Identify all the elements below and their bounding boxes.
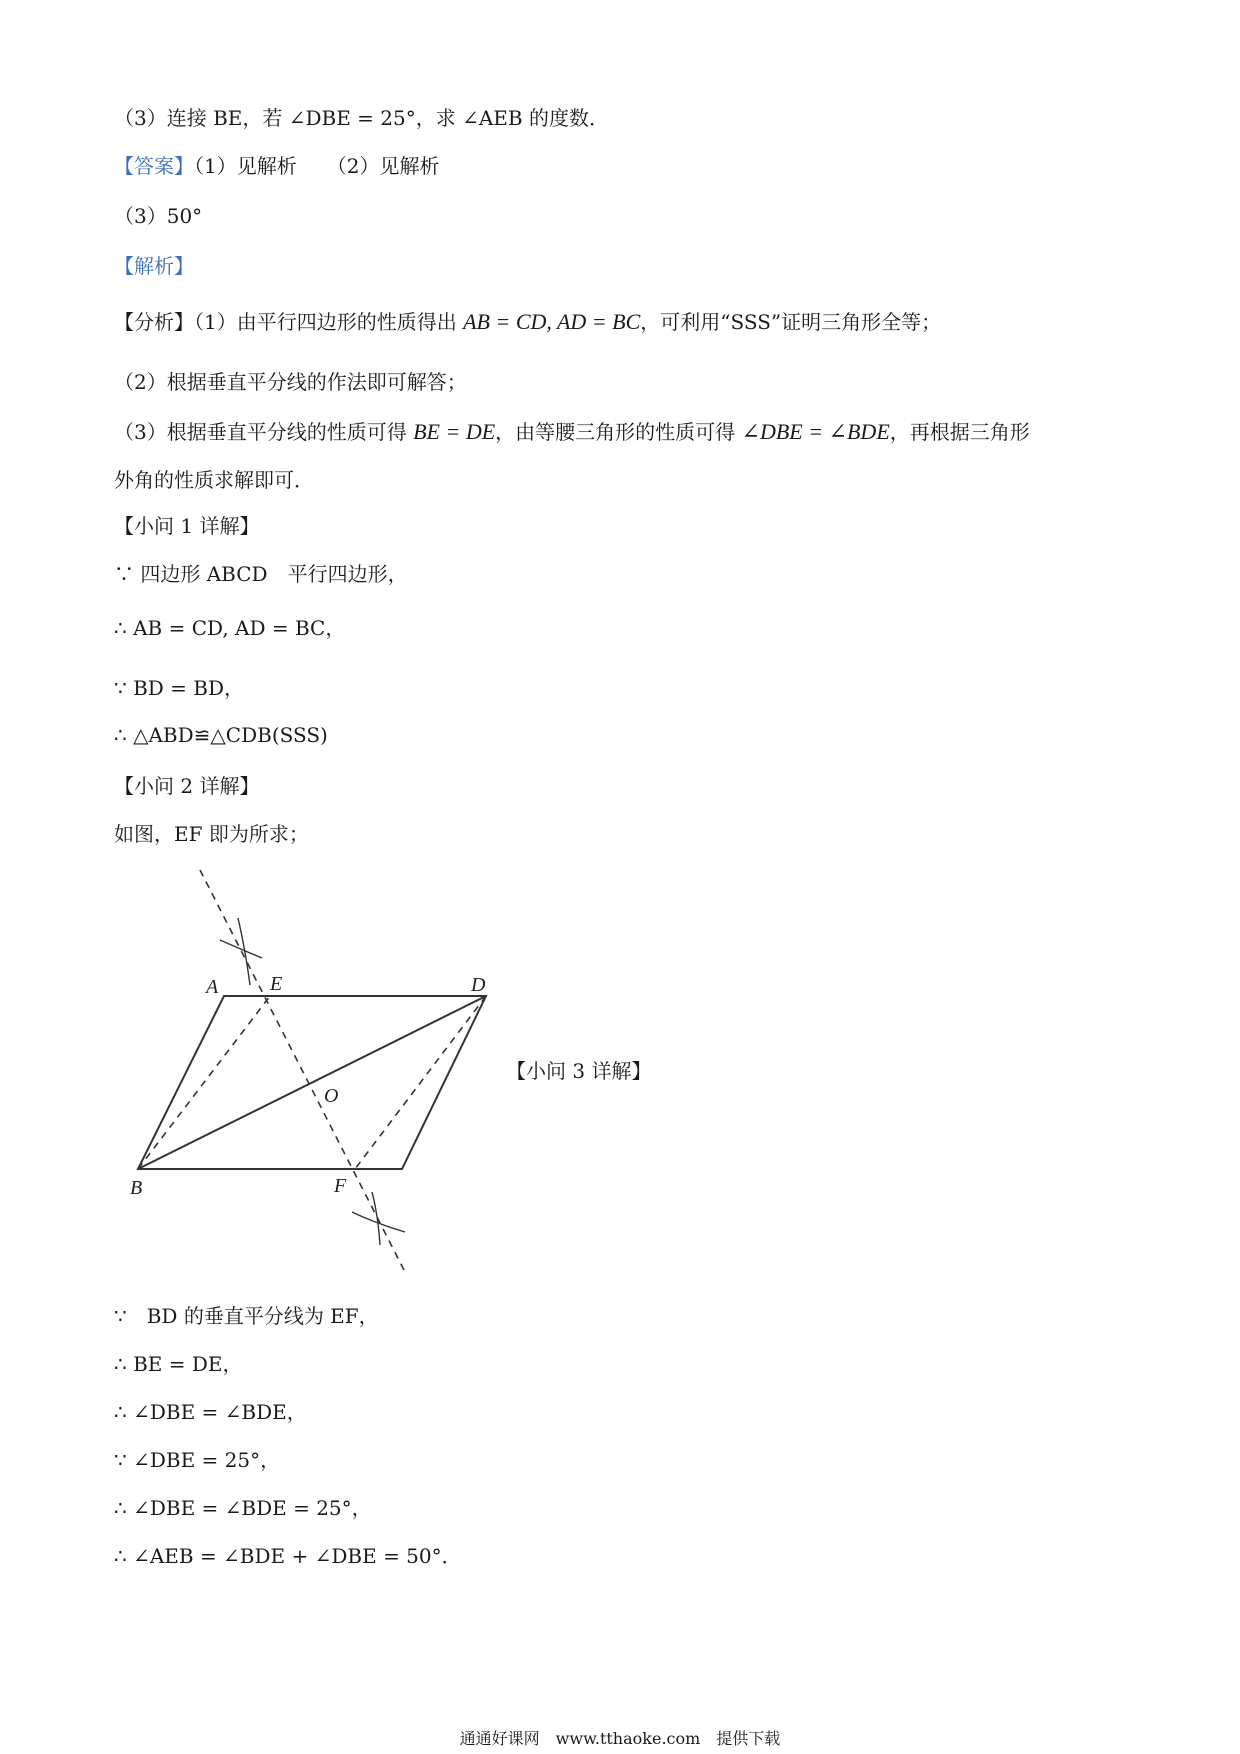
proof-line-10: ∴ ∠DBE = ∠BDE = 25°， (114, 1496, 372, 1520)
construction-arc-bottom (372, 1192, 380, 1245)
fenxi3-a: （3）根据垂直平分线的性质可得 (114, 420, 414, 444)
subheading-2: 【小问 2 详解】 (114, 774, 260, 798)
question-3: （3）连接 BE，若 ∠DBE = 25°，求 ∠AEB 的度数． (114, 106, 609, 130)
analysis-tag: 【解析】 (114, 254, 194, 278)
proof-line-4: ∴ △ABD≌△CDB(SSS) (114, 723, 328, 747)
proof-line-5: 如图，EF 即为所求； (114, 822, 309, 846)
fenxi3-b: ，由等腰三角形的性质可得 (495, 420, 742, 444)
proof-line-9: ∵ ∠DBE = 25°， (114, 1448, 281, 1472)
label-f: F (334, 1175, 347, 1197)
fenxi3-m2: ∠DBE = ∠BDE (741, 419, 890, 444)
proof-line-8: ∴ ∠DBE = ∠BDE， (114, 1400, 307, 1424)
construction-arc-top-2 (220, 940, 262, 958)
perpendicular-bisector-ef (200, 870, 404, 1270)
diagonal-bd (138, 996, 486, 1169)
label-a: A (206, 976, 219, 998)
answer-text: （1）见解析 （2）见解析 (194, 154, 440, 178)
label-o: O (324, 1085, 339, 1107)
proof-line-3: ∵ BD = BD， (114, 676, 245, 700)
label-e: E (270, 973, 283, 995)
label-d: D (471, 974, 486, 996)
proof-line-1: ∵ 四边形 ABCD 平行四边形， (114, 562, 408, 586)
answer-3: （3）50° (114, 204, 203, 228)
fenxi3-c: ，再根据三角形 (889, 420, 1030, 444)
fenxi-line-3-cont: 外角的性质求解即可． (114, 468, 314, 492)
line-be (138, 996, 270, 1169)
subheading-1: 【小问 1 详解】 (114, 514, 260, 538)
answer-tag: 【答案】 (114, 154, 194, 178)
footer-watermark: 通通好课网 www.tthaoke.com 提供下载 (459, 1729, 781, 1748)
proof-line-6: ∵ BD 的垂直平分线为 EF， (114, 1304, 379, 1328)
proof-line-7: ∴ BE = DE， (114, 1352, 243, 1376)
subheading-3: 【小问 3 详解】 (506, 1059, 652, 1083)
fenxi-tail: ，可利用“SSS”证明三角形全等； (640, 310, 942, 334)
fenxi-line-2: （2）根据垂直平分线的作法即可解答； (114, 370, 467, 394)
line-df (355, 996, 486, 1169)
fenxi-math: AB = CD, AD = BC (463, 309, 641, 334)
proof-line-11: ∴ ∠AEB = ∠BDE + ∠DBE = 50°． (114, 1544, 462, 1568)
fenxi3-m1: BE = DE (413, 419, 496, 444)
label-b: B (130, 1177, 143, 1199)
proof-line-2: ∴ AB = CD, AD = BC， (114, 616, 346, 640)
fenxi-head: 【分析】（1）由平行四边形的性质得出 (114, 310, 464, 334)
